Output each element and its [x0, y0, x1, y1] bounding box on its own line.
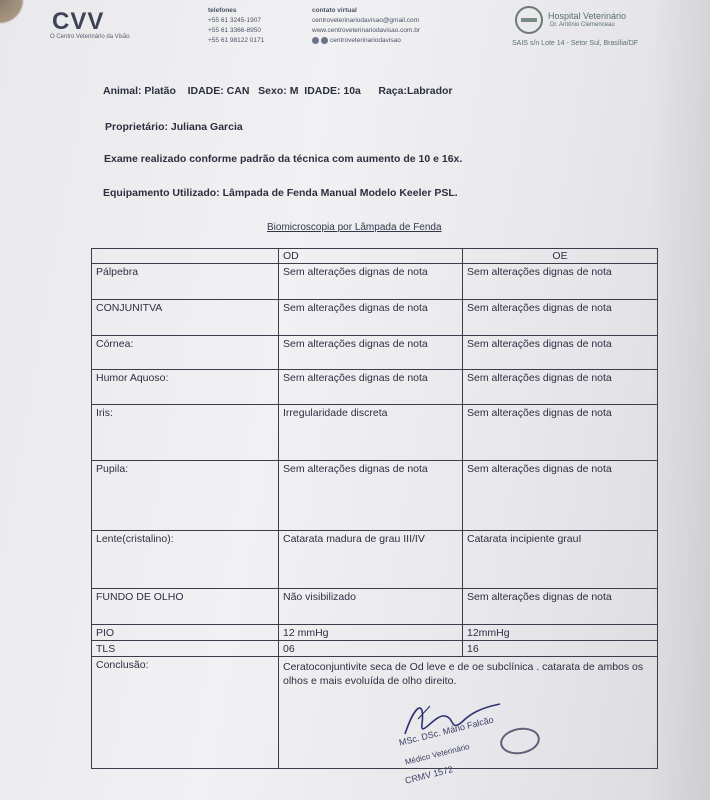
- owner-info: Proprietário: Juliana Garcia: [105, 121, 243, 133]
- signer-title: Médico Veterinário: [404, 741, 471, 767]
- oe-value: Sem alterações dignas de nota: [463, 264, 658, 300]
- hospital-logo-icon: [515, 6, 543, 34]
- hospital-subname: Dr. Antônio Clemenceau: [550, 22, 615, 28]
- contact-email: centroveterinariodavisao@gmail.com: [312, 17, 420, 24]
- phone-line: +55 61 98122 0171: [208, 37, 265, 44]
- instagram-icon: [321, 37, 328, 44]
- header-od: OD: [279, 249, 463, 264]
- od-value: Sem alterações dignas de nota: [279, 336, 463, 370]
- hospital-name: Hospital Veterinário: [548, 11, 627, 21]
- equipment-info: Equipamento Utilizado: Lâmpada de Fenda Manual Modelo Keeler PSL.: [103, 187, 458, 199]
- conclusion-label: Conclusão:: [92, 657, 279, 769]
- header-oe: OE: [463, 249, 658, 264]
- od-value: 12 mmHg: [279, 625, 463, 641]
- social-handle: centroveterinariodavisao: [330, 37, 401, 44]
- conclusion-row: [92, 657, 658, 769]
- od-value: Sem alterações dignas de nota: [279, 300, 463, 336]
- row-label: Lente(cristalino):: [92, 531, 279, 589]
- table-row: [92, 531, 658, 589]
- row-label: TLS: [92, 641, 279, 657]
- oe-value: 12mmHg: [463, 625, 658, 641]
- row-label: Pupila:: [92, 461, 279, 531]
- table-row: [92, 264, 658, 300]
- signer-name: MSc. DSc. Mário Falcão: [398, 714, 495, 748]
- row-label: CONJUNITVA: [92, 300, 279, 336]
- row-label: Humor Aquoso:: [92, 370, 279, 405]
- row-label: Pálpebra: [92, 264, 279, 300]
- contact-block: [312, 6, 420, 46]
- cvv-logo: CVV: [52, 8, 105, 35]
- oe-value: Catarata incipiente grauI: [463, 531, 658, 589]
- oe-value: Sem alterações dignas de nota: [463, 461, 658, 531]
- od-value: Não visibilizado: [279, 589, 463, 625]
- cvv-logo-subtitle: O Centro Veterinário da Visão: [50, 34, 130, 40]
- oe-value: Sem alterações dignas de nota: [463, 405, 658, 461]
- facebook-icon: [312, 37, 319, 44]
- od-value: 06: [279, 641, 463, 657]
- table-header-row: [92, 249, 658, 264]
- od-value: Irregularidade discreta: [279, 405, 463, 461]
- table-row: [92, 300, 658, 336]
- contact-social: [312, 36, 420, 46]
- phone-line: +55 61 3245-1907: [208, 17, 261, 24]
- oe-value: Sem alterações dignas de nota: [463, 300, 658, 336]
- od-value: Sem alterações dignas de nota: [279, 370, 463, 405]
- signer-crmv: CRMV 1572: [404, 764, 454, 786]
- paper-shadow: [650, 0, 710, 800]
- od-value: Sem alterações dignas de nota: [279, 264, 463, 300]
- phone-line: +55 61 3366-8950: [208, 27, 261, 34]
- hospital-address: SAIS s/n Lote 14 - Setor Sul, Brasília/DF: [512, 40, 639, 47]
- contact-website: www.centroveterinariodavisao.com.br: [312, 27, 421, 34]
- exam-table: [91, 248, 658, 769]
- phone-block: [208, 6, 264, 46]
- oe-value: Sem alterações dignas de nota: [463, 336, 658, 370]
- phone-heading: telefones: [208, 7, 237, 14]
- table-row: [92, 336, 658, 370]
- header-blank-cell: [92, 249, 279, 264]
- row-label: Iris:: [92, 405, 279, 461]
- table-row: [92, 370, 658, 405]
- row-label: PIO: [92, 625, 279, 641]
- table-row: [92, 625, 658, 641]
- table-title: Biomicroscopia por Lâmpada de Fenda: [267, 222, 442, 233]
- od-value: Sem alterações dignas de nota: [279, 461, 463, 531]
- table-row: [92, 461, 658, 531]
- oe-value: Sem alterações dignas de nota: [463, 370, 658, 405]
- row-label: FUNDO DE OLHO: [92, 589, 279, 625]
- row-label: Córnea:: [92, 336, 279, 370]
- table-row: [92, 405, 658, 461]
- conclusion-text: Ceratoconjuntivite seca de Od leve e de oe subclínica . catarata de ambos os olhos e mais evoluída de olho direito.: [279, 657, 658, 769]
- oe-value: 16: [463, 641, 658, 657]
- patient-info: Animal: Platão IDADE: CAN Sexo: M IDADE: 10a Raça:Labrador: [103, 85, 453, 97]
- exam-info: Exame realizado conforme padrão da técnica com aumento de 10 e 16x.: [104, 153, 463, 165]
- paper-corner: [0, 0, 40, 40]
- table-row: [92, 641, 658, 657]
- oe-value: Sem alterações dignas de nota: [463, 589, 658, 625]
- od-value: Catarata madura de grau III/IV: [279, 531, 463, 589]
- table-row: [92, 589, 658, 625]
- contact-heading: contato virtual: [312, 7, 357, 14]
